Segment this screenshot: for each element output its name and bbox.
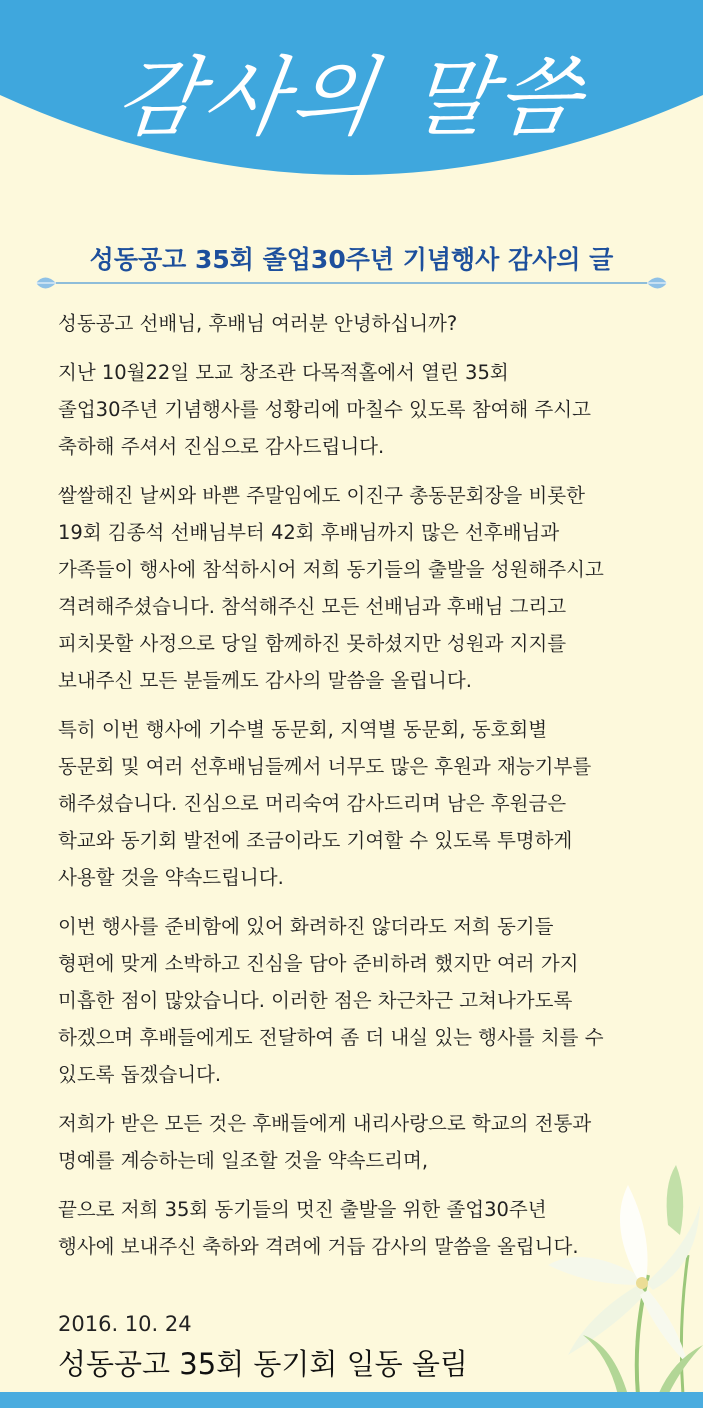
paragraph-line: 피치못할 사정으로 당일 함께하진 못하셨지만 성원과 지지를 xyxy=(58,632,567,655)
paragraph-line: 성동공고 선배님, 후배님 여러분 안녕하십니까? xyxy=(58,312,458,335)
letter-signature: 성동공고 35회 동기회 일동 올림 xyxy=(58,1347,468,1381)
paragraph-line: 지난 10월22일 모교 창조관 다목적홀에서 열린 35회 xyxy=(58,361,509,384)
paragraph-line: 해주셨습니다. 진심으로 머리숙여 감사드리며 남은 후원금은 xyxy=(58,792,567,815)
paragraph-line: 이번 행사를 준비함에 있어 화려하진 않더라도 저희 동기들 xyxy=(58,915,554,938)
paragraph-line: 형편에 맞게 소박하고 진심을 담아 준비하려 했지만 여러 가지 xyxy=(58,952,579,975)
paragraph-line: 특히 이번 행사에 기수별 동문회, 지역별 동문회, 동호회별 xyxy=(58,718,548,741)
paragraph xyxy=(58,711,678,896)
letter-body xyxy=(58,305,678,1277)
paragraph-line: 보내주신 모든 분들께도 감사의 말씀을 올립니다. xyxy=(58,669,472,692)
paragraph-line: 가족들이 행사에 참석하시어 저희 동기들의 출발을 성원해주시고 xyxy=(58,558,604,581)
header-banner xyxy=(0,0,703,200)
paragraph xyxy=(58,908,678,1093)
ornamental-divider xyxy=(34,272,669,294)
letter-subtitle: 성동공고 35회 졸업30주년 기념행사 감사의 글 xyxy=(89,245,614,274)
paragraph-line: 명예를 계승하는데 일조할 것을 약속드리며, xyxy=(58,1149,429,1172)
paragraph xyxy=(58,477,678,699)
paragraph-line: 축하해 주셔서 진심으로 감사드립니다. xyxy=(58,435,385,458)
page-title: 감사의 말씀 xyxy=(109,48,591,148)
leaf-icon-left xyxy=(36,278,56,289)
bottom-bar xyxy=(0,1392,703,1408)
paragraph-line: 사용할 것을 약속드립니다. xyxy=(58,866,284,889)
paragraph-line: 행사에 보내주신 축하와 격려에 거듭 감사의 말씀을 올립니다. xyxy=(58,1235,579,1258)
paragraph-line: 저희가 받은 모든 것은 후배들에게 내리사랑으로 학교의 전통과 xyxy=(58,1112,592,1135)
paragraph-line: 하겠으며 후배들에게도 전달하여 좀 더 내실 있는 행사를 치를 수 xyxy=(58,1026,604,1049)
paragraph-line: 학교와 동기회 발전에 조금이라도 기여할 수 있도록 투명하게 xyxy=(58,829,573,852)
paragraph-line: 졸업30주년 기념행사를 성황리에 마칠수 있도록 참여해 주시고 xyxy=(58,398,591,421)
paragraph-line: 끝으로 저희 35회 동기들의 멋진 출발을 위한 졸업30주년 xyxy=(58,1198,547,1221)
paragraph-line: 미흡한 점이 많았습니다. 이러한 점은 차근차근 고쳐나가도록 xyxy=(58,989,573,1012)
paragraph-line: 동문회 및 여러 선후배님들께서 너무도 많은 후원과 재능기부를 xyxy=(58,755,592,778)
lily-flower-icon xyxy=(488,1165,703,1395)
paragraph-line: 격려해주셨습니다. 참석해주신 모든 선배님과 후배님 그리고 xyxy=(58,595,567,618)
paragraph xyxy=(58,354,678,465)
letter-date: 2016. 10. 24 xyxy=(58,1312,192,1336)
paragraph xyxy=(58,305,678,342)
paragraph-line: 쌀쌀해진 날씨와 바쁜 주말임에도 이진구 총동문회장을 비롯한 xyxy=(58,484,585,507)
paragraph-line: 19회 김종석 선배님부터 42회 후배님까지 많은 선후배님과 xyxy=(58,521,560,544)
leaf-icon-right xyxy=(647,278,667,289)
paragraph-line: 있도록 돕겠습니다. xyxy=(58,1063,222,1086)
